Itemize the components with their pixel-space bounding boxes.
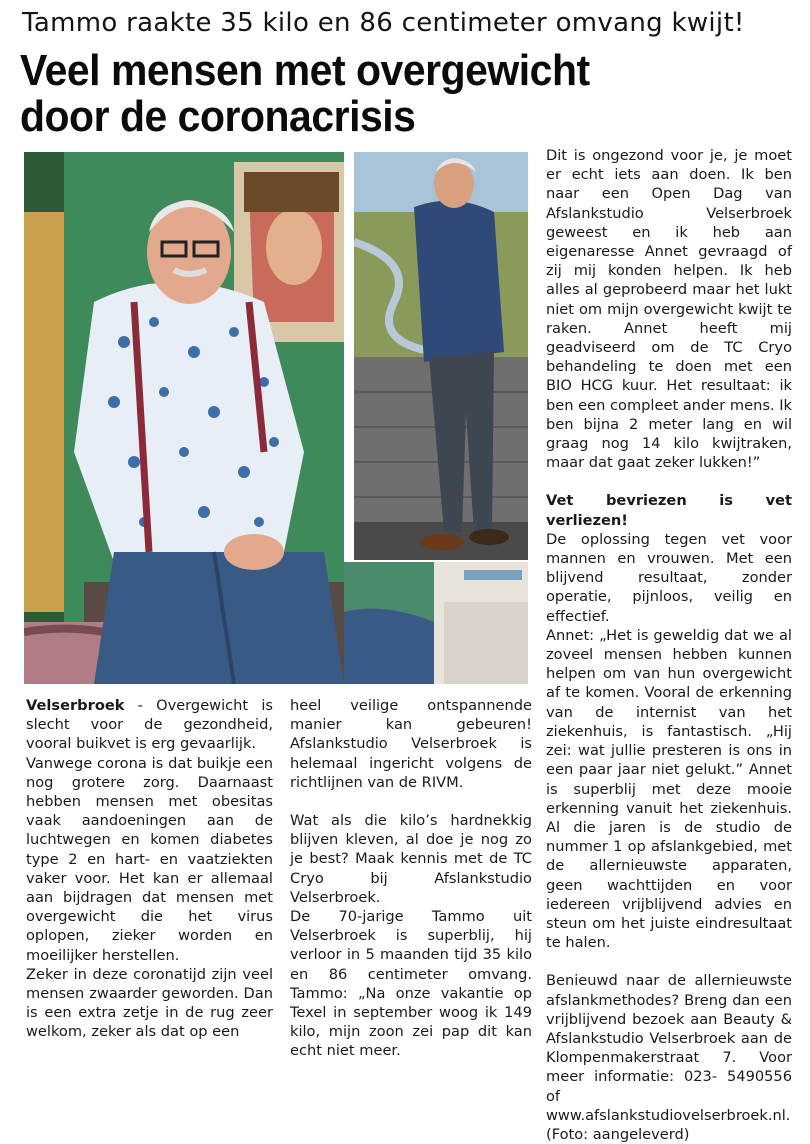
article-column-3	[546, 146, 792, 1144]
col1-paragraph-3: Zeker in deze coronatijd zijn veel mensen zwaarder geworden. Dan is een extra zetje in de rug zeer welkom, zeker als dat op een	[26, 965, 273, 1041]
section-subheading: Vet bevriezen is vet verliezen!	[546, 492, 792, 529]
col1-paragraph-1: Velserbroek - Overgewicht is slecht voor de gezondheid, vooral buikvet is erg gevaarlijk.	[26, 697, 273, 753]
col3-paragraph-4: Benieuwd naar de allernieuwste afslankmethodes? Breng dan een vrijblijvend bezoek aan Beauty & Afslankstudio Velserbroek aan de Klompenmakerstraat 7. Voor meer informatie: 023- 5490556 of www.afslankstudiovelserbroek.nl. (Foto: aangeleverd)	[546, 972, 792, 1143]
dateline: Velserbroek	[26, 697, 125, 714]
col2-paragraph-3: De 70-jarige Tammo uit Velserbroek is superblij, hij verloor in 5 maanden tijd 35 kilo en 86 centimeter omvang. Tammo: „Na onze vakantie op Texel in september woog ik 149 kilo, mijn zoon zei pap dit kan echt niet meer.	[290, 908, 532, 1060]
photo-standing-man	[354, 152, 528, 560]
col3-paragraph-2: De oplossing tegen vet voor mannen en vrouwen. Met een blijvend resultaat, zonder operatie, pijnloos, veilig en effectief.	[546, 530, 792, 625]
headline-line-1: Veel mensen met overgewicht	[20, 46, 590, 95]
col1-paragraph-2: Vanwege corona is dat buikje een nog grotere zorg. Daarnaast hebben mensen met obesitas vaak aandoeningen aan de luchtwegen en komen diabetes type 2 en hart- en vaatziekten vaker voor. Het kan er allemaal aan bijdragen dat mensen met overgewicht die het virus oplopen, zieker worden en moeilijker herstellen.	[26, 754, 273, 964]
headline-line-2: door de coronacrisis	[20, 92, 416, 141]
col2-paragraph-1: heel veilige ontspannende manier kan gebeuren! Afslankstudio Velserbroek is helemaal ingericht volgens de richtlijnen van de RIVM.	[290, 697, 532, 791]
photo-studio-detail	[344, 562, 528, 684]
photo-seated-man	[24, 152, 344, 684]
article-kicker: Tammo raakte 35 kilo en 86 centimeter omvang kwijt!	[22, 8, 745, 38]
article-column-2	[290, 696, 532, 1061]
col3-paragraph-1: Dit is ongezond voor je, je moet er echt iets aan doen. Ik ben naar een Open Dag van Afslankstudio Velserbroek geweest en ik heb aan eigenaresse Annet gevraagd of zij mij konden helpen. Ik heb alles al geprobeerd maar het lukt niet om mijn overgewicht kwijt te raken. Annet heeft mij geadviseerd om de TC Cryo behandeling te doen met een BIO HCG kuur. Het resultaat: ik ben een compleet ander mens. Ik ben bijna 2 meter lang en wil graag nog 14 kilo kwijtraken, maar dat gaat zeker lukken!”	[546, 147, 792, 472]
col2-paragraph-2: Wat als die kilo’s hardnekkig blijven kleven, al doe je nog zo je best? Maak kennis met de TC Cryo bij Afslankstudio Velserbroek.	[290, 812, 532, 906]
col3-paragraph-3: Annet: „Het is geweldig dat we al zoveel mensen hebben kunnen helpen om van hun overgewicht af te komen. Vooral de erkenning van de internist van het ziekenhuis, is fantastisch. „Hij zei: wat jullie presteren is ons in een paar jaar niet gelukt.” Annet is superblij met deze mooie erkenning vanuit het ziekenhuis. Al die jaren is de studio de nummer 1 op afslankgebied, met de allernieuwste apparaten, geen wachttijden en voor iedereen vrijblijvend advies en steun om het juiste eindresultaat te halen.	[546, 626, 792, 952]
article-column-1	[26, 696, 273, 1042]
article-headline	[20, 48, 708, 140]
